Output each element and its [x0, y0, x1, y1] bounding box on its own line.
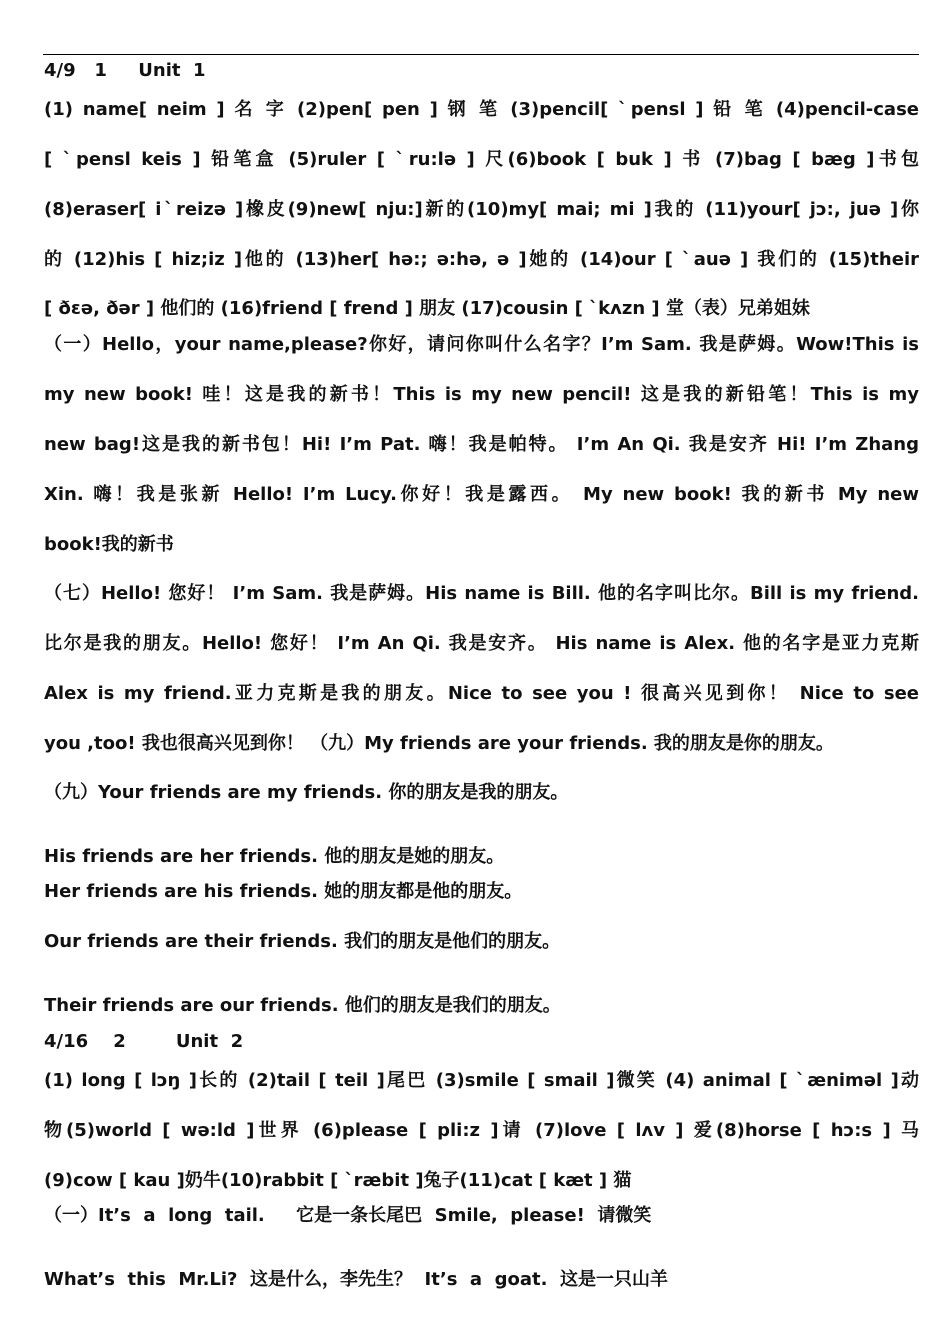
- text-line: [44, 533, 919, 557]
- text-line: [44, 632, 919, 656]
- text-line-content: （一）Hello，your name,please?你好，请问你叫什么名字？I’m Sam. 我是萨姆。Wow!This is: [44, 334, 919, 355]
- text-line-content: His friends are her friends. 他的朋友是她的朋友。: [44, 846, 505, 867]
- text-line: [44, 1204, 919, 1228]
- text-line: [44, 59, 919, 83]
- text-line-content: Alex is my friend.亚力克斯是我的朋友。Nice to see you ! 很高兴见到你！ Nice to see: [44, 683, 919, 704]
- text-line-content: 的 (12)his [ hiz;iz ]他的 (13)her[ hə:; ə:hə, ə ]她的 (14)our [ ˋauə ] 我们的 (15)their: [44, 249, 919, 270]
- text-line: [44, 732, 919, 756]
- text-line-content: 4/16 2 Unit 2: [44, 1031, 244, 1052]
- text-line-content: book!我的新书: [44, 534, 174, 555]
- text-line: [44, 483, 919, 507]
- text-line: [44, 433, 919, 457]
- text-line-content: 比尔是我的朋友。Hello! 您好！ I’m An Qi. 我是安齐。 His name is Alex. 他的名字是亚力克斯: [44, 633, 919, 654]
- text-line: [44, 1268, 919, 1292]
- text-line-content: (1) long [ lɔŋ ]长的 (2)tail [ teil ]尾巴 (3)smile [ smail ]微笑 (4) animal [ ˋæniməl ]动: [44, 1070, 919, 1091]
- text-line-content: my new book! 哇！这是我的新书！This is my new pencil! 这是我的新铅笔！This is my: [44, 384, 919, 405]
- text-line-content: new bag!这是我的新书包！Hi! I’m Pat. 嗨！我是帕特。 I’m An Qi. 我是安齐 Hi! I’m Zhang: [44, 434, 919, 455]
- text-line: [44, 148, 919, 172]
- text-line-content: (9)cow [ kau ]奶牛(10)rabbit [ ˋræbit ]兔子(11)cat [ kæt ] 猫: [44, 1170, 632, 1191]
- text-line: [44, 248, 919, 272]
- text-line-content: 物(5)world [ wə:ld ]世界 (6)please [ pli:z ]请 (7)love [ lʌv ] 爱(8)horse [ hɔ:s ] 马: [44, 1120, 919, 1141]
- text-line: [44, 98, 919, 122]
- text-line: [44, 994, 919, 1018]
- text-line-content: What’s this Mr.Li? 这是什么，李先生？ It’s a goat. 这是一只山羊: [44, 1269, 668, 1290]
- text-line: [44, 383, 919, 407]
- text-line: [44, 781, 919, 805]
- text-line: [44, 297, 919, 321]
- text-line-content: （七）Hello! 您好！ I’m Sam. 我是萨姆。His name is Bill. 他的名字叫比尔。Bill is my friend.: [44, 583, 919, 604]
- text-line: [44, 1119, 919, 1143]
- text-line: [44, 1169, 919, 1193]
- text-line: [44, 682, 919, 706]
- text-line-content: （一）It’s a long tail. 它是一条长尾巴 Smile, please! 请微笑: [44, 1205, 652, 1226]
- text-line: [44, 1030, 919, 1054]
- text-line: [44, 845, 919, 869]
- text-line-content: [ ðεə, ðər ] 他们的 (16)friend [ frend ] 朋友 (17)cousin [ ˋkʌzn ] 堂（表）兄弟姐妹: [44, 298, 810, 319]
- text-line-content: （九）Your friends are my friends. 你的朋友是我的朋友。: [44, 782, 569, 803]
- text-line-content: Our friends are their friends. 我们的朋友是他们的朋友。: [44, 931, 561, 952]
- text-line-content: you ,too! 我也很高兴见到你！ （九）My friends are your friends. 我的朋友是你的朋友。: [44, 733, 834, 754]
- text-line: [44, 198, 919, 222]
- text-line: [44, 930, 919, 954]
- text-line-content: 4/9 1 Unit 1: [44, 60, 206, 81]
- text-line: [44, 582, 919, 606]
- text-line-content: Her friends are his friends. 她的朋友都是他的朋友。: [44, 881, 523, 902]
- text-line-content: (8)eraser[ iˋreizə ]橡皮(9)new[ nju:]新的(10)my[ mai; mi ]我的 (11)your[ jɔ:, juə ]你: [44, 199, 919, 220]
- top-rule: [43, 54, 919, 55]
- text-line: [44, 880, 919, 904]
- text-line-content: [ ˋpensl keis ] 铅笔盒 (5)ruler [ ˋru:lə ] 尺(6)book [ buk ] 书 (7)bag [ bæg ]书包: [44, 149, 919, 170]
- text-line: [44, 1069, 919, 1093]
- text-line-content: Their friends are our friends. 他们的朋友是我们的朋友。: [44, 995, 561, 1016]
- text-line: [44, 333, 919, 357]
- text-line-content: Xin. 嗨！我是张新 Hello! I’m Lucy.你好！我是露西。 My new book! 我的新书 My new: [44, 484, 919, 505]
- text-line-content: (1) name[ neim ] 名 字 (2)pen[ pen ] 钢 笔 (3)pencil[ ˋpensl ] 铅 笔 (4)pencil-case: [44, 99, 919, 120]
